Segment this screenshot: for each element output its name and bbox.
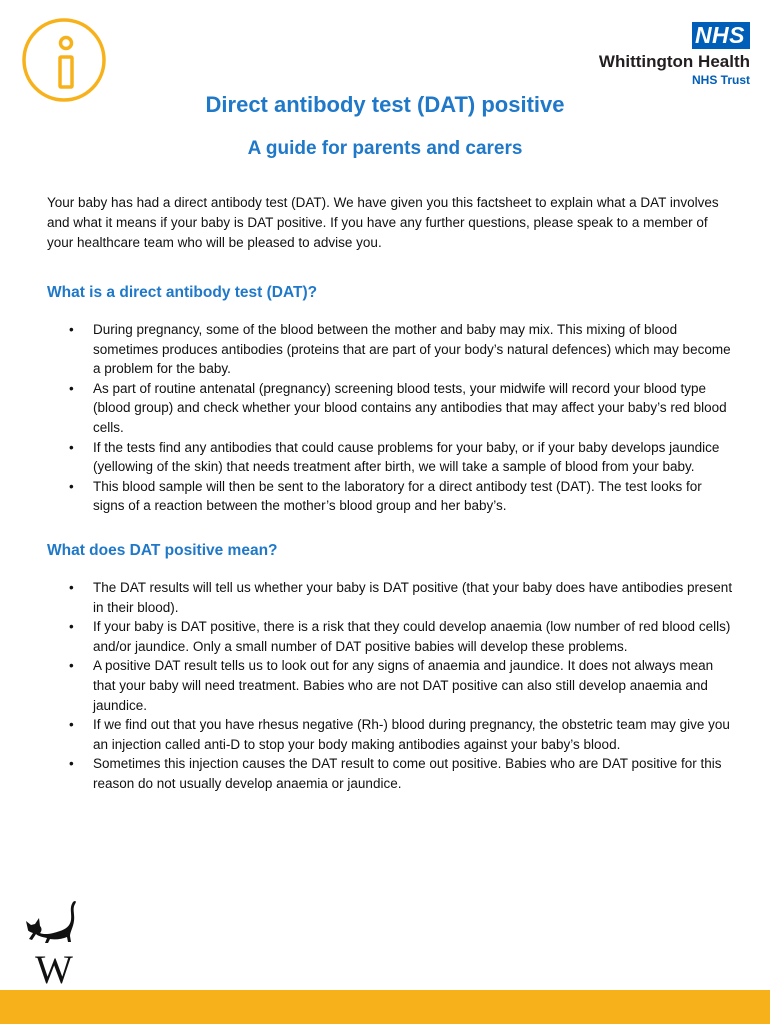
list-item: [47, 379, 737, 438]
bullet-list-dat-positive: [47, 578, 737, 794]
list-item-text: A positive DAT result tells us to look out for any signs of anaemia and jaundice. It does not always mean that your baby will need treatment. Babies who are not DAT positive can also still develop anaemia and jaundice.: [93, 658, 714, 713]
document-body: [47, 193, 737, 793]
org-name: Whittington Health: [598, 52, 750, 71]
bullet-icon: •: [69, 478, 74, 494]
svg-text:W: W: [35, 947, 73, 990]
page-title: Direct antibody test (DAT) positive: [205, 92, 565, 117]
list-item-text: If your baby is DAT positive, there is a risk that they could develop anaemia (low number of red blood cells) and/or jaundice. Only a small number of DAT positive babies will develop these problems.: [93, 619, 731, 654]
list-item-text: If the tests find any antibodies that could cause problems for your baby, or if your baby develops jaundice (yellowing of the skin) that needs treatment after birth, we will take a sample of blood from your baby.: [93, 439, 720, 475]
list-item: [47, 617, 737, 656]
list-item: [47, 477, 737, 516]
list-item-text: If we find out that you have rhesus negative (Rh-) blood during pregnancy, the obstetric team may give you an injection called anti-D to stop your body making antibodies against your baby’s blood.: [93, 717, 730, 752]
cat-w-logo: [24, 898, 84, 990]
intro-paragraph: Your baby has had a direct antibody test (DAT). We have given you this factsheet to explain what a DAT involves and what it means if your baby is DAT positive. If you have any further questions, please speak to a member of your healthcare team who will be pleased to advise you.: [47, 195, 719, 250]
bullet-icon: •: [69, 439, 74, 455]
bullet-icon: •: [69, 717, 74, 733]
bullet-icon: •: [69, 658, 74, 674]
org-sub: NHS Trust: [691, 73, 750, 87]
list-item: [47, 438, 737, 477]
list-item-text: Sometimes this injection causes the DAT result to come out positive. Babies who are DAT positive for this reason do not usually develop anaemia or jaundice.: [93, 756, 722, 791]
footer-bar: [0, 990, 770, 1024]
section-heading-what-is-dat: What is a direct antibody test (DAT)?: [47, 284, 318, 301]
list-item: [47, 656, 737, 715]
list-item-text: As part of routine antenatal (pregnancy) screening blood tests, your midwife will record your blood type (blood group) and check whether your blood contains any antibodies that may affect your baby’s red blood cells.: [93, 380, 727, 435]
list-item-text: This blood sample will then be sent to the laboratory for a direct antibody test (DAT). The test looks for signs of a reaction between the mother’s blood group and her baby’s.: [93, 478, 702, 514]
page-subtitle: A guide for parents and carers: [247, 138, 523, 159]
nhs-badge: NHS: [692, 22, 750, 49]
list-item-text: During pregnancy, some of the blood between the mother and baby may mix. This mixing of blood sometimes produces antibodies (proteins that are part of your body’s natural defences) which may become a problem for the baby.: [93, 322, 731, 377]
list-item: [47, 754, 737, 793]
list-item: [47, 715, 737, 754]
list-item: [47, 578, 737, 617]
section-heading-dat-positive: What does DAT positive mean?: [47, 541, 278, 559]
bullet-icon: •: [69, 756, 74, 772]
list-item: [47, 320, 737, 379]
bullet-icon: •: [69, 322, 74, 337]
bullet-icon: •: [69, 380, 74, 396]
list-item-text: The DAT results will tell us whether your baby is DAT positive (that your baby does have antibodies present in their blood).: [93, 579, 733, 615]
bullet-icon: •: [69, 619, 74, 635]
bullet-list-what-is-dat: [47, 320, 737, 516]
nhs-trust-logo: [599, 22, 750, 87]
info-icon: [21, 17, 107, 103]
bullet-icon: •: [69, 579, 74, 595]
